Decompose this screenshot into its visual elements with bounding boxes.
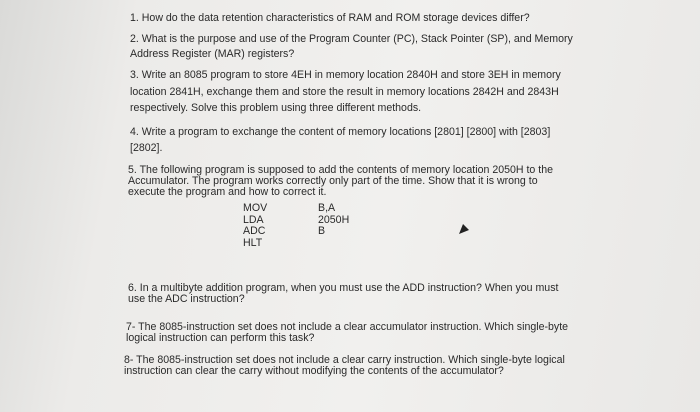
question-3 [130,67,561,117]
question-6-line-1: 6. In a multibyte addition program, when you must use the ADD instruction? When you must [128,282,559,294]
operand: B [318,225,326,237]
program-line [243,238,349,250]
question-1 [130,11,530,26]
question-2 [130,32,573,62]
operand: 2050H [318,213,350,226]
question-6 [128,283,558,305]
question-5-line-2: Accumulator. The program works correctly only part of the time. Show that it is wrong to [128,175,538,187]
program-line [243,226,349,238]
question-6-line-2: use the ADC instruction? [128,293,245,305]
mouse-pointer-icon [458,223,470,235]
opcode: LDA [243,213,264,226]
question-1-line-1: 1. How do the data retention characteristics of RAM and ROM storage devices differ? [130,12,530,24]
opcode: HLT [243,236,263,249]
question-8 [124,355,565,377]
question-7-line-2: logical instruction can perform this task? [126,332,315,344]
question-2-line-2: Address Register (MAR) registers? [130,48,295,60]
question-5-line-3: execute the program and how to correct it. [128,186,327,198]
question-4 [130,124,550,156]
question-5 [128,165,553,198]
question-2-line-1: 2. What is the purpose and use of the Program Counter (PC), Stack Pointer (SP), and Memory [130,33,573,45]
assembly-program [243,203,349,249]
question-3-line-1: 3. Write an 8085 program to store 4EH in memory location 2840H and store 3EH in memory [130,69,561,81]
question-3-line-2: location 2841H, exchange them and store the result in memory locations 2842H and 2843H [130,85,559,98]
question-8-line-1: 8- The 8085-instruction set does not include a clear carry instruction. Which single-byte logical [124,354,565,366]
question-7-line-1: 7- The 8085-instruction set does not include a clear accumulator instruction. Which single-byte [126,321,569,333]
question-3-line-3: respectively. Solve this problem using three different methods. [130,102,422,114]
question-5-line-1: 5. The following program is supposed to add the contents of memory location 2050H to the [128,164,553,176]
question-4-line-2: [2802]. [130,142,163,154]
opcode: ADC [243,225,266,237]
program-line [243,203,349,215]
opcode: MOV [243,202,268,214]
question-4-line-1: 4. Write a program to exchange the content of memory locations [2801] [2800] with [2803] [130,126,551,138]
operand: B,A [318,202,336,214]
question-7 [126,322,568,344]
question-8-line-2: instruction can clear the carry without modifying the contents of the accumulator? [124,365,504,377]
